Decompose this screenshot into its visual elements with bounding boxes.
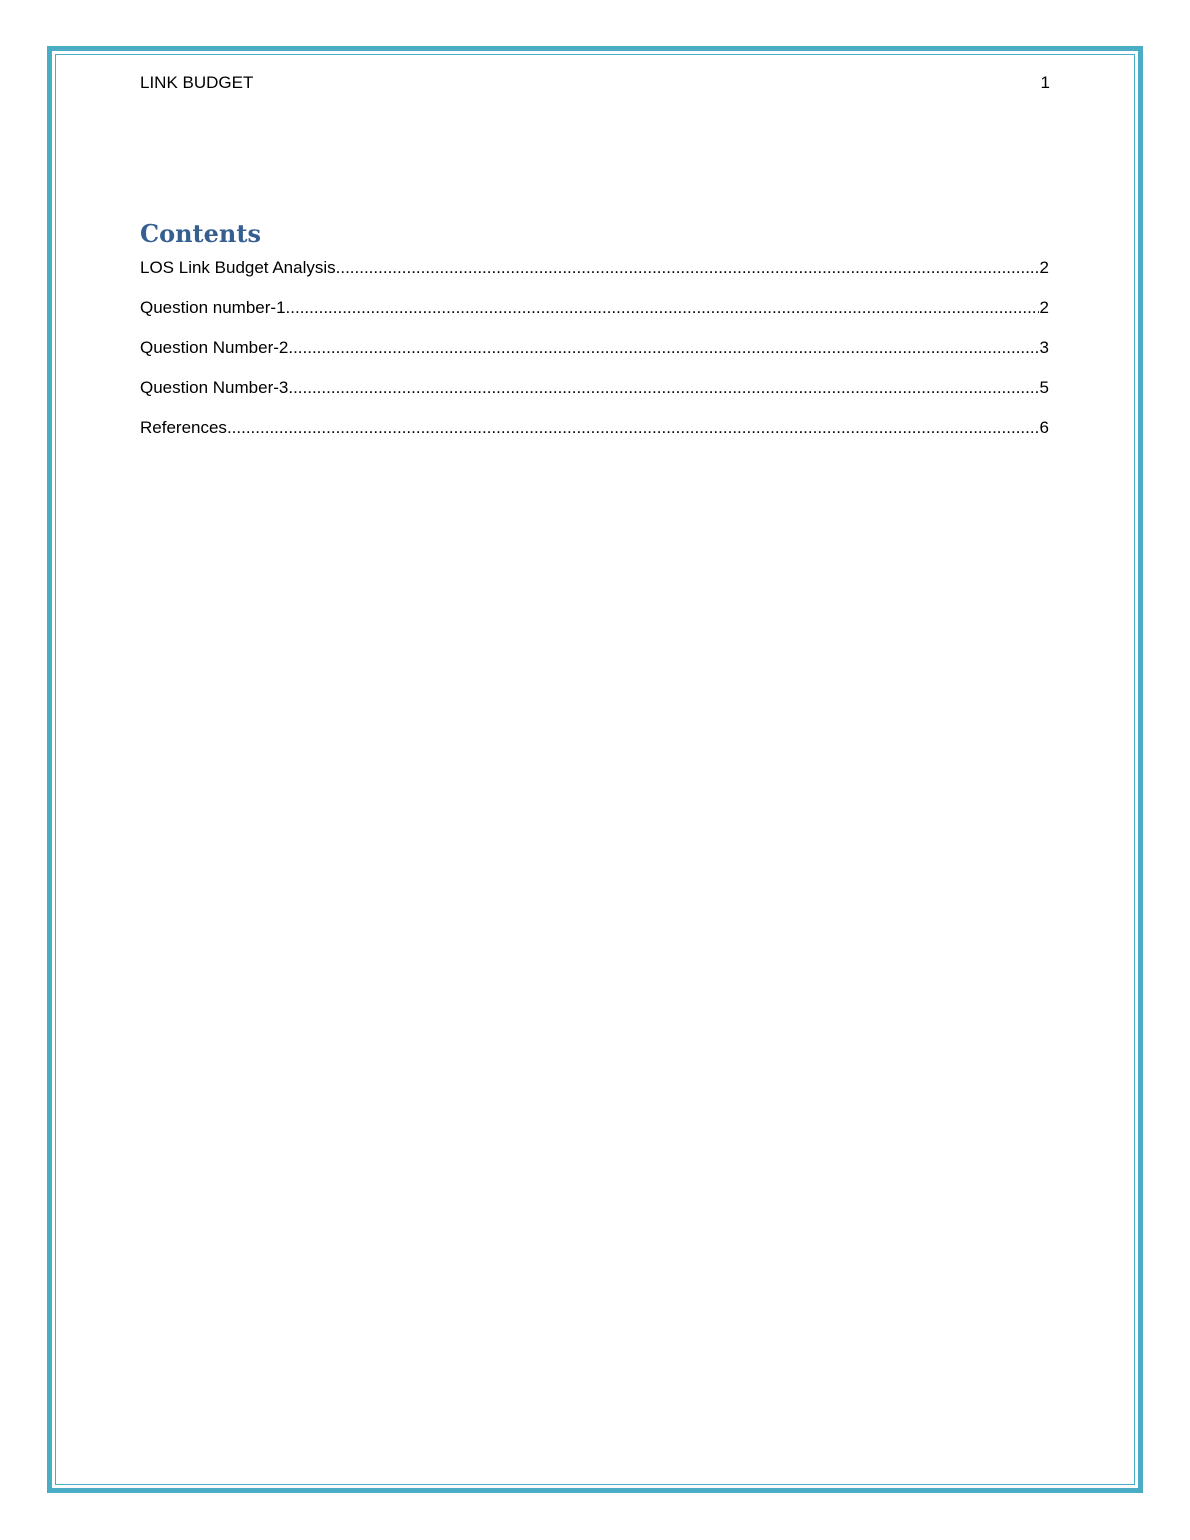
toc-dot-leader: [336, 256, 1039, 280]
toc-entry-page: 3: [1039, 338, 1049, 357]
table-of-contents: [140, 256, 1049, 456]
toc-dot-leader: [288, 376, 1038, 400]
toc-entry-los-link-budget-analysis[interactable]: [140, 256, 1049, 296]
running-header-page-number: 1: [1040, 73, 1050, 92]
toc-dot-leader: [286, 296, 1039, 320]
toc-entry-label: Question Number-2: [140, 338, 289, 357]
toc-dot-leader: [288, 336, 1038, 360]
toc-entry-label: Question number-1: [140, 298, 286, 317]
toc-entry-label: Question Number-3: [140, 378, 289, 397]
toc-entry-references[interactable]: [140, 416, 1049, 456]
toc-entry-page: 6: [1039, 418, 1049, 437]
toc-entry-question-number-3[interactable]: [140, 376, 1049, 416]
toc-entry-page: 2: [1039, 298, 1049, 317]
toc-dot-leader: [227, 416, 1039, 440]
toc-heading: Contents: [140, 219, 261, 248]
toc-entry-label: LOS Link Budget Analysis: [140, 258, 336, 277]
running-header-title: LINK BUDGET: [140, 73, 254, 92]
toc-entry-question-number-1[interactable]: [140, 296, 1049, 336]
toc-entry-page: 2: [1039, 258, 1049, 277]
toc-entry-label: References: [140, 418, 227, 437]
toc-entry-question-number-2[interactable]: [140, 336, 1049, 376]
toc-entry-page: 5: [1039, 378, 1049, 397]
